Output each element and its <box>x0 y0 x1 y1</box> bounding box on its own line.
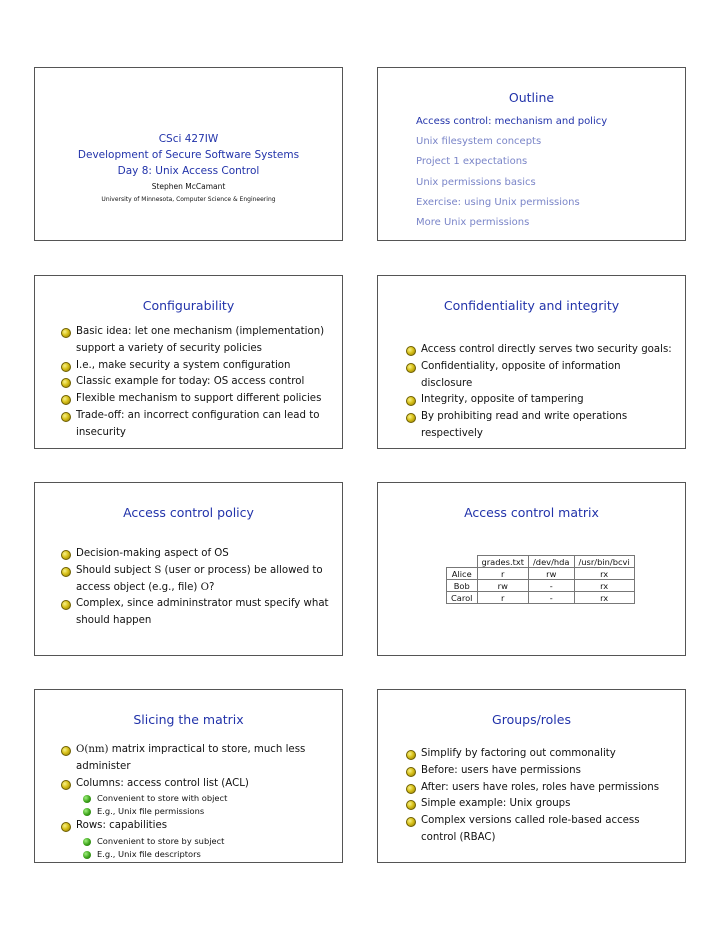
outline-item: Unix filesystem concepts <box>416 136 542 148</box>
list-item: By prohibiting read and write operations respectively <box>406 409 675 443</box>
list-item: O(nm) matrix impractical to store, much less administer <box>61 742 332 776</box>
bullet-list <box>406 746 675 847</box>
slide-heading: Groups/roles <box>492 712 571 727</box>
bullet-list <box>61 324 332 442</box>
slide-heading: Confidentiality and integrity <box>443 298 620 313</box>
list-item: Confidentiality, opposite of information disclosure <box>406 359 675 393</box>
affiliation: University of Minnesota, Computer Science & Engineering <box>101 196 276 203</box>
small-ball-bullet-icon <box>83 795 91 803</box>
ball-bullet-icon <box>61 746 71 756</box>
table-cell: rx <box>574 568 634 580</box>
column-header: grades.txt <box>477 556 529 568</box>
table-row <box>447 592 635 604</box>
list-item: I.e., make security a system configuration <box>61 358 332 375</box>
slide-access-control-policy <box>34 482 343 656</box>
math-complexity: O(nm) <box>76 744 109 755</box>
outline-item: Exercise: using Unix permissions <box>416 196 580 208</box>
list-item: Complex, since admininstrator must specify what should happen <box>61 596 332 630</box>
list-item: Trade-off: an incorrect configuration can lead to insecurity <box>61 408 332 442</box>
sub-list-item: E.g., Unix file permissions <box>61 805 332 818</box>
column-header: /dev/hda <box>529 556 574 568</box>
lecture-day: Day 8: Unix Access Control <box>117 165 260 177</box>
small-ball-bullet-icon <box>83 851 91 859</box>
ball-bullet-icon <box>406 750 416 760</box>
course-subtitle: Development of Secure Software Systems <box>77 149 300 161</box>
bullet-list <box>61 546 332 630</box>
slide-heading: Slicing the matrix <box>133 712 244 727</box>
slide-groups-roles <box>377 689 686 863</box>
slide-outline <box>377 67 686 241</box>
list-item: After: users have roles, roles have permissions <box>406 780 675 797</box>
outline-item: Access control: mechanism and policy <box>416 116 608 127</box>
list-item: Basic idea: let one mechanism (implementation) support a variety of security policies <box>61 324 332 358</box>
ball-bullet-icon <box>406 817 416 827</box>
outline-item: Project 1 expectations <box>416 156 528 168</box>
table-cell: rw <box>529 568 574 580</box>
ball-bullet-icon <box>406 346 416 356</box>
sub-list-item: Convenient to store by subject <box>61 835 332 848</box>
ball-bullet-icon <box>61 378 71 388</box>
ball-bullet-icon <box>61 412 71 422</box>
ball-bullet-icon <box>61 822 71 832</box>
table-cell: - <box>529 592 574 604</box>
small-ball-bullet-icon <box>83 838 91 846</box>
table-cell: rx <box>574 592 634 604</box>
author: Stephen McCamant <box>151 182 226 191</box>
outline-list <box>416 112 607 233</box>
slide-heading: Access control matrix <box>464 505 599 520</box>
list-item: Flexible mechanism to support different policies <box>61 391 332 408</box>
slide-confidentiality-integrity <box>377 275 686 449</box>
slide-heading: Configurability <box>142 298 235 313</box>
course-number: CSci 427IW <box>158 133 219 145</box>
list-item: Before: users have permissions <box>406 763 675 780</box>
ball-bullet-icon <box>61 780 71 790</box>
list-item: Decision-making aspect of OS <box>61 546 332 563</box>
table-cell: r <box>477 592 529 604</box>
math-object: O <box>200 581 209 593</box>
column-header: /usr/bin/bcvi <box>574 556 634 568</box>
row-header: Alice <box>447 568 478 580</box>
row-header: Bob <box>447 580 478 592</box>
list-item: Simplify by factoring out commonality <box>406 746 675 763</box>
ball-bullet-icon <box>61 395 71 405</box>
ball-bullet-icon <box>406 784 416 794</box>
access-matrix-table <box>446 555 635 604</box>
ball-bullet-icon <box>61 567 71 577</box>
table-cell: rw <box>477 580 529 592</box>
ball-bullet-icon <box>61 362 71 372</box>
small-ball-bullet-icon <box>83 808 91 816</box>
table-header-row <box>447 556 635 568</box>
row-header: Carol <box>447 592 478 604</box>
table-row <box>447 568 635 580</box>
bullet-list <box>406 342 675 443</box>
list-item: Access control directly serves two security goals: <box>406 342 675 359</box>
ball-bullet-icon <box>406 767 416 777</box>
list-item: Should subject S (user or process) be allowed to access object (e.g., file) O? <box>61 563 332 597</box>
list-item: Classic example for today: OS access control <box>61 374 332 391</box>
slide-configurability <box>34 275 343 449</box>
list-item: Complex versions called role-based access control (RBAC) <box>406 813 675 847</box>
ball-bullet-icon <box>406 800 416 810</box>
slide-heading: Access control policy <box>123 505 254 520</box>
slide-access-control-matrix <box>377 482 686 656</box>
list-item: Rows: capabilities <box>61 818 332 835</box>
sub-list-item: Convenient to store with object <box>61 792 332 805</box>
table-cell: rx <box>574 580 634 592</box>
table-cell: - <box>529 580 574 592</box>
slide-heading: Outline <box>508 90 555 105</box>
table-cell: r <box>477 568 529 580</box>
ball-bullet-icon <box>61 550 71 560</box>
math-subject: S <box>154 564 162 576</box>
slide-title <box>34 67 343 241</box>
list-item: Integrity, opposite of tampering <box>406 392 675 409</box>
ball-bullet-icon <box>61 600 71 610</box>
outline-item: Unix permissions basics <box>416 176 536 188</box>
ball-bullet-icon <box>61 328 71 338</box>
ball-bullet-icon <box>406 396 416 406</box>
ball-bullet-icon <box>406 363 416 373</box>
outline-item: More Unix permissions <box>416 217 530 229</box>
list-item: Simple example: Unix groups <box>406 796 675 813</box>
slide-slicing-the-matrix <box>34 689 343 863</box>
ball-bullet-icon <box>406 413 416 423</box>
sub-list-item: E.g., Unix file descriptors <box>61 848 332 861</box>
table-row <box>447 580 635 592</box>
corner-cell <box>447 556 478 568</box>
bullet-list <box>61 742 332 861</box>
list-item: Columns: access control list (ACL) <box>61 776 332 793</box>
